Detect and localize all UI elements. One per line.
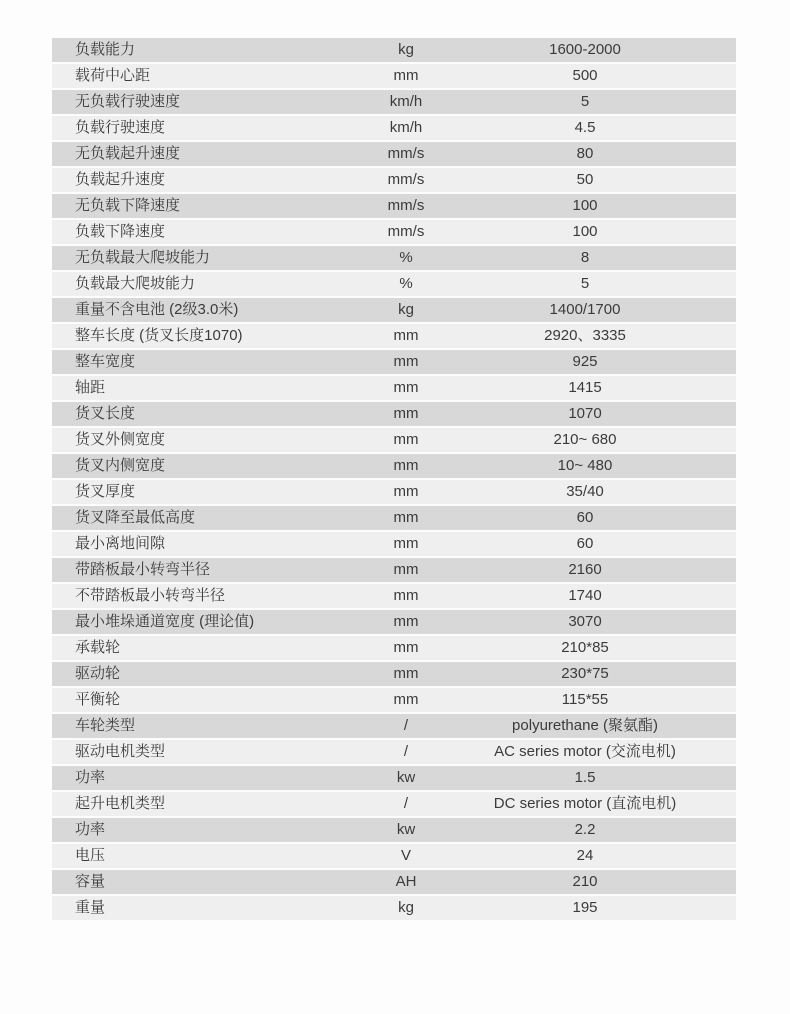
table-row — [52, 688, 736, 712]
table-row — [52, 376, 736, 400]
parameter-name-cell: 起升电机类型 — [75, 795, 166, 812]
table-row — [52, 38, 736, 62]
value-cell: 1400/1700 — [549, 301, 621, 318]
value-cell: 3070 — [568, 613, 602, 630]
unit-cell: mm — [393, 561, 419, 578]
parameter-name-cell: 货叉内侧宽度 — [75, 457, 166, 474]
unit-cell: mm — [393, 483, 419, 500]
parameter-name-cell: 无负载行驶速度 — [75, 93, 181, 110]
value-cell: 1740 — [568, 587, 602, 604]
parameter-name-cell: 最小离地间隙 — [75, 535, 166, 552]
parameter-name-cell: 不带踏板最小转弯半径 — [75, 587, 226, 604]
value-cell: DC series motor (直流电机) — [493, 795, 677, 812]
table-row — [52, 272, 736, 296]
table-row — [52, 558, 736, 582]
unit-cell: mm/s — [387, 145, 425, 162]
table-row — [52, 220, 736, 244]
table-row — [52, 740, 736, 764]
value-cell: 60 — [576, 535, 594, 552]
table-row — [52, 246, 736, 270]
table-row — [52, 714, 736, 738]
value-cell: 10~ 480 — [557, 457, 613, 474]
table-row — [52, 324, 736, 348]
parameter-name-cell: 负载能力 — [75, 41, 136, 58]
unit-cell: kg — [398, 41, 414, 58]
table-row — [52, 610, 736, 634]
parameter-name-cell: 驱动电机类型 — [75, 743, 166, 760]
unit-cell: mm — [393, 509, 419, 526]
parameter-name-cell: 重量 — [75, 899, 106, 916]
parameter-name-cell: 功率 — [75, 821, 106, 838]
unit-cell: mm — [393, 665, 419, 682]
unit-cell: mm/s — [387, 171, 425, 188]
parameter-name-cell: 容量 — [75, 873, 106, 890]
value-cell: 8 — [580, 249, 590, 266]
parameter-name-cell: 载荷中心距 — [75, 67, 151, 84]
value-cell: 500 — [572, 67, 598, 84]
parameter-name-cell: 轴距 — [75, 379, 106, 396]
table-row — [52, 636, 736, 660]
value-cell: 925 — [572, 353, 598, 370]
parameter-name-cell: 承载轮 — [75, 639, 121, 656]
parameter-name-cell: 负载最大爬坡能力 — [75, 275, 196, 292]
table-row — [52, 480, 736, 504]
parameter-name-cell: 无负载起升速度 — [75, 145, 181, 162]
parameter-name-cell: 带踏板最小转弯半径 — [75, 561, 211, 578]
table-row — [52, 298, 736, 322]
unit-cell: mm — [393, 535, 419, 552]
spec-table — [52, 38, 736, 922]
unit-cell: km/h — [389, 119, 423, 136]
unit-cell: % — [399, 275, 413, 292]
parameter-name-cell: 货叉厚度 — [75, 483, 136, 500]
unit-cell: mm — [393, 405, 419, 422]
parameter-name-cell: 整车长度 (货叉长度1070) — [75, 327, 243, 344]
table-row — [52, 792, 736, 816]
unit-cell: mm — [393, 327, 419, 344]
table-row — [52, 896, 736, 920]
unit-cell: mm/s — [387, 197, 425, 214]
parameter-name-cell: 整车宽度 — [75, 353, 136, 370]
value-cell: 210 — [572, 873, 598, 890]
unit-cell: kw — [396, 769, 416, 786]
unit-cell: mm — [393, 691, 419, 708]
table-row — [52, 168, 736, 192]
value-cell: 230*75 — [561, 665, 609, 682]
parameter-name-cell: 无负载最大爬坡能力 — [75, 249, 211, 266]
table-row — [52, 766, 736, 790]
parameter-name-cell: 重量不含电池 (2级3.0米) — [75, 301, 239, 318]
value-cell: 50 — [576, 171, 594, 188]
parameter-name-cell: 货叉长度 — [75, 405, 136, 422]
table-row — [52, 584, 736, 608]
parameter-name-cell: 负载起升速度 — [75, 171, 166, 188]
value-cell: 5 — [580, 275, 590, 292]
table-row — [52, 90, 736, 114]
table-row — [52, 844, 736, 868]
parameter-name-cell: 车轮类型 — [75, 717, 136, 734]
table-row — [52, 818, 736, 842]
value-cell: 1.5 — [574, 769, 596, 786]
table-row — [52, 454, 736, 478]
unit-cell: / — [403, 795, 409, 812]
unit-cell: / — [403, 743, 409, 760]
parameter-name-cell: 负载行驶速度 — [75, 119, 166, 136]
value-cell: 80 — [576, 145, 594, 162]
unit-cell: km/h — [389, 93, 423, 110]
value-cell: 210~ 680 — [553, 431, 617, 448]
value-cell: 100 — [572, 197, 598, 214]
unit-cell: % — [399, 249, 413, 266]
unit-cell: / — [403, 717, 409, 734]
value-cell: 5 — [580, 93, 590, 110]
unit-cell: V — [400, 847, 411, 864]
parameter-name-cell: 功率 — [75, 769, 106, 786]
parameter-name-cell: 最小堆垛通道宽度 (理论值) — [75, 613, 255, 630]
value-cell: 1070 — [568, 405, 602, 422]
table-row — [52, 116, 736, 140]
value-cell: 4.5 — [574, 119, 596, 136]
parameter-name-cell: 货叉外侧宽度 — [75, 431, 166, 448]
value-cell: AC series motor (交流电机) — [494, 743, 676, 760]
value-cell: 195 — [572, 899, 598, 916]
unit-cell: mm — [393, 613, 419, 630]
unit-cell: mm — [393, 457, 419, 474]
unit-cell: kg — [398, 899, 414, 916]
value-cell: 2160 — [568, 561, 602, 578]
unit-cell: mm — [393, 431, 419, 448]
value-cell: 100 — [572, 223, 598, 240]
parameter-name-cell: 电压 — [75, 847, 106, 864]
value-cell: 24 — [576, 847, 594, 864]
parameter-name-cell: 驱动轮 — [75, 665, 121, 682]
table-row — [52, 506, 736, 530]
parameter-name-cell: 货叉降至最低高度 — [75, 509, 196, 526]
table-row — [52, 428, 736, 452]
value-cell: polyurethane (聚氨酯) — [512, 717, 658, 734]
value-cell: 2920、3335 — [544, 327, 626, 344]
unit-cell: mm — [393, 353, 419, 370]
value-cell: 115*55 — [561, 691, 609, 708]
table-row — [52, 194, 736, 218]
value-cell: 1600-2000 — [549, 41, 621, 58]
table-row — [52, 64, 736, 88]
value-cell: 35/40 — [566, 483, 604, 500]
table-row — [52, 870, 736, 894]
table-row — [52, 142, 736, 166]
parameter-name-cell: 负载下降速度 — [75, 223, 166, 240]
unit-cell: kg — [398, 301, 414, 318]
table-row — [52, 532, 736, 556]
value-cell: 2.2 — [574, 821, 596, 838]
table-row — [52, 350, 736, 374]
unit-cell: mm/s — [387, 223, 425, 240]
table-row — [52, 402, 736, 426]
unit-cell: AH — [395, 873, 417, 890]
value-cell: 210*85 — [561, 639, 609, 656]
value-cell: 1415 — [568, 379, 602, 396]
parameter-name-cell: 平衡轮 — [75, 691, 121, 708]
table-row — [52, 662, 736, 686]
unit-cell: mm — [393, 639, 419, 656]
value-cell: 60 — [576, 509, 594, 526]
unit-cell: mm — [393, 587, 419, 604]
unit-cell: mm — [393, 67, 419, 84]
unit-cell: mm — [393, 379, 419, 396]
unit-cell: kw — [396, 821, 416, 838]
parameter-name-cell: 无负载下降速度 — [75, 197, 181, 214]
